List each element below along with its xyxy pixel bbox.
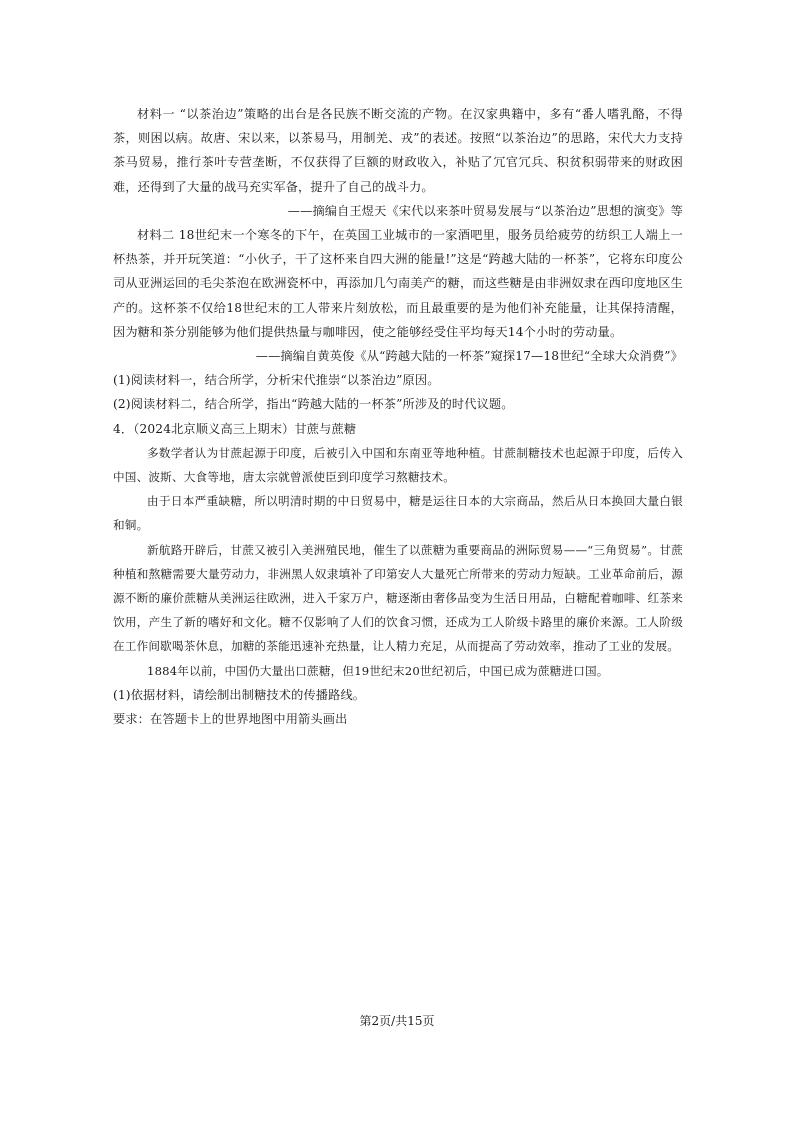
q4-paragraph-1: 多数学者认为甘蔗起源于印度，后被引入中国和东南亚等地种植。甘蔗制糖技术也起源于印度，后传入中国、波斯、大食等地，唐太宗就曾派使臣到印度学习熬糖技术。 [113,445,683,485]
q4-paragraph-4: 1884年以前，中国仍大量出口蔗糖，但19世纪末20世纪初后，中国已成为蔗糖进口国。 [147,663,609,678]
question-2: (2)阅读材料二，结合所学，指出“跨越大陆的一杯茶”所涉及的时代议题。 [113,397,514,412]
page-number: 第2页/共15页 [359,1014,435,1028]
question-4-heading: 4．（2024北京顺义高三上期末）甘蔗与蔗糖 [113,421,357,436]
material-1-source: ——摘编自王煜天《宋代以来茶叶贸易发展与“以茶治边”思想的演变》等 [287,203,683,218]
q4-requirement: 要求：在答题卡上的世界地图中用箭头画出 [113,712,348,727]
question-1: (1)阅读材料一，结合所学，分析宋代推崇“以茶治边”原因。 [113,373,440,388]
material-1-text: 材料一 “以茶治边”策略的出台是各民族不断交流的产物。在汉家典籍中，多有“番人嗜乳酪，不得茶，则困以病。故唐、宋以来，以茶易马，用制羌、戎”的表述。按照“以茶治边”的思路，宋代大力支持茶马贸易，推行茶叶专营垄断，不仅获得了巨额的财政收入，补贴了冗官冗兵、积贫积弱带来的财政困难，还得到了大量的战马充实军备，提升了自己的战斗力。 [113,107,683,194]
q4-paragraph-3: 新航路开辟后，甘蔗又被引入美洲殖民地，催生了以蔗糖为重要商品的洲际贸易——“三角贸易”。甘蔗种植和熬糖需要大量劳动力，非洲黑人奴隶填补了印第安人大量死亡所带来的劳动力短缺。工业革命前后，源源不断的廉价蔗糖从美洲运往欧洲，进入千家万户，糖逐渐由奢侈品变为生活日用品，白糖配着咖啡、红茶来饮用，产生了新的嗜好和文化。糖不仅影响了人们的饮食习惯，还成为工人阶级卡路里的廉价来源。工人阶级在工作间歇喝茶休息，加糖的茶能迅速补充热量，让人精力充足，从而提高了劳动效率，推动了工业的发展。 [113,542,683,654]
material-2-text: 材料二 18世纪末一个寒冬的下午，在英国工业城市的一家酒吧里，服务员给疲劳的纺织工人端上一杯热茶，并开玩笑道：“小伙子，干了这杯来自四大洲的能量!”这是“跨越大陆的一杯茶”，它将东印度公司从亚洲运回的毛尖茶泡在欧洲瓷杯中，再添加几勺南美产的糖，而这些糖是由非洲奴隶在西印度地区生产的。这杯茶不仅给18世纪末的工人带来片刻放松，而且最重要的是为他们补充能量，让其保持清醒，因为糖和茶分别能够为他们提供热量与咖啡因，使之能够经受住平均每天14个小时的劳动量。 [113,228,683,339]
page-content [113,102,683,731]
q4-subquestion-1: (1)依据材料，请绘制出制糖技术的传播路线。 [113,687,366,702]
material-2-source: ——摘编自黄英俊《从“跨越大陆的一杯茶”窥探17—18世纪“全球大众消费”》 [255,349,683,364]
q4-paragraph-2: 由于日本严重缺糖，所以明清时期的中日贸易中，糖是运往日本的大宗商品，然后从日本换回大量白银和铜。 [113,494,683,533]
